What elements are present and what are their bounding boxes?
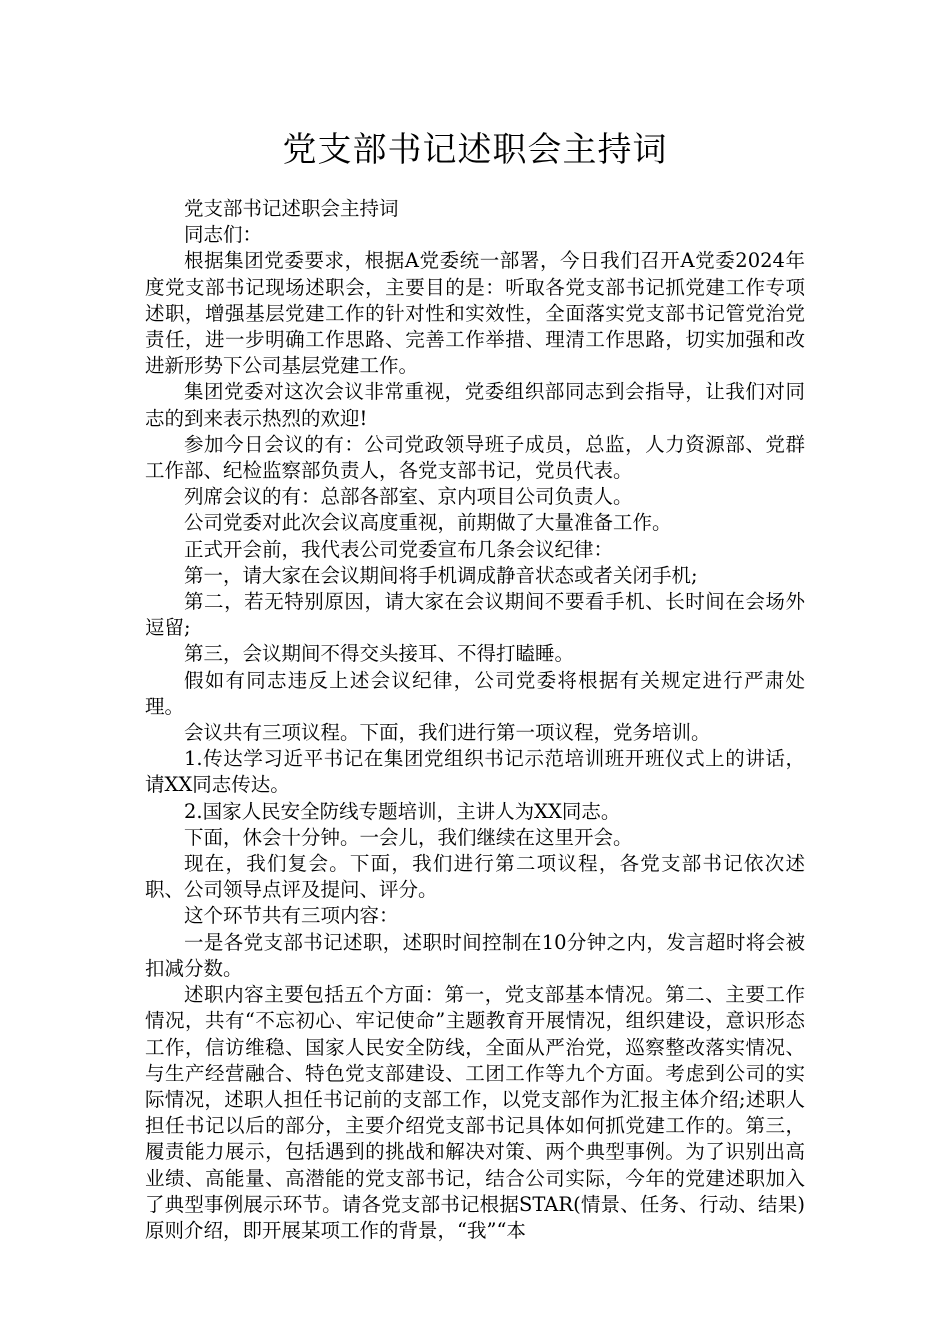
paragraph: 公司党委对此次会议高度重视，前期做了大量准备工作。 (184, 511, 672, 535)
paragraph: 2.国家人民安全防线专题培训，主讲人为XX同志。 (184, 799, 621, 823)
paragraph: 下面，休会十分钟。一会儿，我们继续在这里开会。 (184, 825, 633, 849)
document-title: 党支部书记述职会主持词 (282, 130, 668, 170)
paragraph: 第三，会议期间不得交头接耳、不得打瞌睡。 (184, 642, 575, 666)
paragraph: 列席会议的有：总部各部室、京内项目公司负责人。 (184, 485, 633, 509)
document-body (145, 196, 805, 1244)
paragraph: 现在，我们复会。下面，我们进行第二项议程，各党支部书记依次述职、公司领导点评及提问、评分。 (145, 852, 805, 902)
paragraph: 一是各党支部书记述职，述职时间控制在10分钟之内，发言超时将会被扣减分数。 (145, 930, 805, 980)
paragraph: 党支部书记述职会主持词 (184, 197, 399, 220)
paragraph: 参加今日会议的有：公司党政领导班子成员，总监，人力资源部、党群工作部、纪检监察部负责人，各党支部书记，党员代表。 (145, 432, 805, 483)
paragraph: 假如有同志违反上述会议纪律，公司党委将根据有关规定进行严肃处理。 (145, 668, 805, 718)
paragraph: 第一，请大家在会议期间将手机调成静音状态或者关闭手机; (184, 563, 698, 587)
paragraph: 这个环节共有三项内容： (184, 904, 399, 928)
paragraph: 会议共有三项议程。下面，我们进行第一项议程，党务培训。 (184, 721, 711, 745)
paragraph: 1.传达学习近平书记在集团党组织书记示范培训班开班仪式上的讲话，请XX同志传达。 (145, 747, 805, 797)
paragraph: 第二，若无特别原因，请大家在会议期间不要看手机、长时间在会场外逗留; (145, 590, 805, 640)
paragraph: 述职内容主要包括五个方面：第一，党支部基本情况。第二、主要工作情况，共有“不忘初心、牢记使命”主题教育开展情况，组织建设，意识形态工作，信访维稳、国家人民安全防线，全面从严治党，巡察整改落实情况、与生产经营融合、特色党支部建设、工团工作等九个方面。考虑到公司的实际情况，述职人担任书记前的支部工作，以党支部作为汇报主体介绍;述职人担任书记以后的部分，主要介绍党支部书记具体如何抓党建工作的。第三，履责能力展示，包括遇到的挑战和解决对策、两个典型事例。为了识别出高业绩、高能量、高潜能的党支部书记，结合公司实际，今年的党建述职加入了典型事例展示环节。请各党支部书记根据STAR(情景、任务、行动、结果)原则介绍，即开展某项工作的背景，“我”“本 (145, 983, 805, 1242)
paragraph: 集团党委对这次会议非常重视，党委组织部同志到会指导，让我们对同志的到来表示热烈的欢迎! (145, 380, 805, 430)
paragraph: 同志们： (184, 223, 263, 247)
paragraph: 正式开会前，我代表公司党委宣布几条会议纪律： (184, 537, 614, 561)
paragraph: 根据集团党委要求，根据A党委统一部署，今日我们召开A党委2024年度党支部书记现场述职会，主要目的是：听取各党支部书记抓党建工作专项述职，增强基层党建工作的针对性和实效性，全面落实党支部书记管党治党责任，进一步明确工作思路、完善工作举措、理清工作思路，切实加强和改进新形势下公司基层党建工作。 (145, 249, 805, 378)
